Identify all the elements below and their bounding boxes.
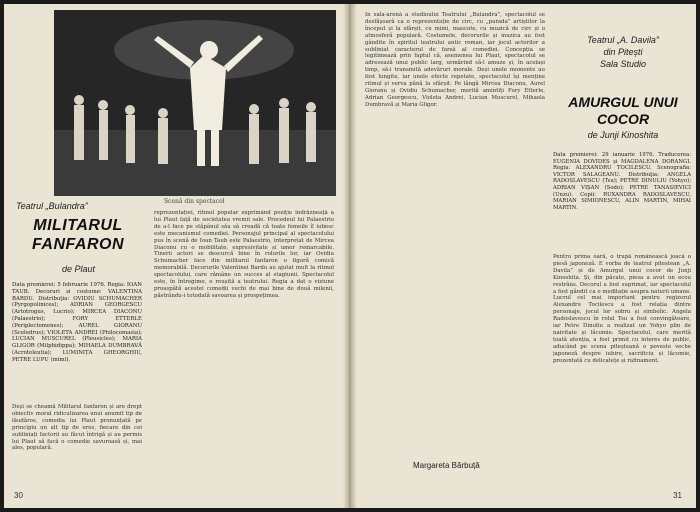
author-signature: Margareta Bărbuță [413,461,480,470]
cast-credits: Data premierei: 5 februarie 1976. Regia: IOAN TAUB. Decoruri și costume: VALENTINA BARDU. Distribuţia: OVIDIU SCHUMACHER (Pyrgopolinices); ADRIAN GEORGESCU (Artotrogus, Lucrio); MIRCEA DIACONU (Palaestrio); FORY ETTERLE (Periplectomenes); AUREL GIORANU (Sceledrus); VIOLETA ANDREI (Philocomasia); LUCIAN MUSCUREL (Pleusicles); MARIA GLIGOR (Milphidippa); MIHAELA DUMBRAVĂ (Acroteleutia); LUMINIȚA GHEORGHIU, PETRE LUPU (mimi). [12,282,142,363]
theatre-line: din Pitești [603,47,643,57]
intro-column: Deși se cheamă Militarul fanfaron și are drept obiectiv moral ridiculizarea unui anumit tip de lăudăros, comedia lui Plaut pronunțată pe principiu un alt tip de eros, fiecare din cei subliniați factorii au făcut întrigă și au permis lui Plaut să facă o comedie savuroasă și, mai ales, populară. [12,404,142,452]
cast-credits: Data premierei: 29 ianuarie 1976. Traducerea: EUGENIA DOVIDES și MAGDALENA DORANGI. Regia: ALEXANDRU TOCILESCU. Scenografia: VICTOR SALAGEANU. Distribuţia: ANGELA RADOSLAVESCU (Tsu); PETRE DINULIU (Yohyo); ADRIAN VIȘAN (Sodo); PETRE TANASIEVICI (Unzu). Copii: RUXANDRA RADOSLAVESCU, MARIAN SIMIONESCU, ALIN MARTIN, MIHAI MARTIN. [553,152,691,211]
stage-photo [54,10,336,196]
theatre-name: Teatrul „Bulandra” [16,201,88,211]
stage-scene-image [54,10,336,196]
theatre-line: Sala Studio [599,59,647,69]
page-number: 31 [673,491,682,500]
book-gutter [343,4,357,508]
right-page [357,4,696,508]
theatre-line: Teatrul „A. Davila” [587,35,659,45]
review-column-left: În sala-arenă a studioului Teatrului „Bulandra”, spectacolul se desfășoară ca o reprezentație de circ, cu „parada” artiștilor la început și la sfârșit, cu mimi, mascote, cu muzică de circ și o atmosferă populară. Costumele, decorurile și muzica au fost gândite în spiritul teatrului antic roman, iar jocul actorilor a subliniat caracterul de farsă al comediei. Concepția se legitimează prin faptul că, asemenea lui Plaut, spectacolul se adresează unui public larg, urmărind să-l amuze și, în același timp, să-i transmită adevăruri morale. Deși unele momente au fost lungite, iar unele efecte repetate, spectacolul își menține ritmul și verva până la sfârșit. Pe lângă Mircea Diaconu, Aurel Gioranu și Ovidiu Schumacher, merită amintiți Fory Etterle, Adrian Georgescu, Violeta Andrei, Lucian Muscurel, Mihaela Dumbravă și Maria Gligor. [365,12,545,108]
review-column-right: Pentru prima oară, o trupă românească joacă o piesă japoneză. E vorba de teatrul piteștean „A. Davila” și de Amurgul unui cocor de Junji Kinoshita. Și, din păcate, piesa a avut un ecou restrâns. Decorul a fost suprimat, iar spectacolul a fost gândit ca o meditație asupra naturii umane. Lucrul cel mai important pentru regizorul Alexandru Tocilescu a fost relația dintre personaje, jocul lor sobru și simbolic. Angela Radoslavescu în rolul Tsu a fost convingătoare, iar Petre Dinuliu a realizat un Yohyo plin de naivitate și lăcomie. Spectacolul, care merită toată atenția, a fost primit cu interes de public, aducând pe scena piteșteană o poveste veche japoneză despre iubire, sacrificiu și lăcomie, prezentată cu delicatețe și rafinament. [553,254,691,364]
play-author: de Junji Kinoshita [587,130,659,140]
photo-caption: Scenă din spectacol [164,198,225,205]
theatre-block [558,34,688,70]
play-title: MILITARUL FANFARON [32,217,124,253]
review-column: reprezentației, ritmul popular exprimând poziție îndrăzneață a lui Plaut față de societatea vremii sale. Procedeul lui Palaestrio de a-l face pe stăpânul său să creadă că toate femeile îl iubesc este mecanismul comediei. Personajul principal al spectacolului pus în scenă de Ioan Taub este Palaestrio, interpretat de Mircea Diaconu cu o mobilitate, expresivitate și umor remarcabile. Tinerii actori se descurcă bine în rolurile lor, iar Ovidiu Schumacher face din militarul fanfaron o figură comică memorabilă. Decorurile Valentinei Bardu au ajutat mult la ritmul spectacolului, care rămâne un succes al stagiunii. Spectacolul este, în întregime, o reușită a teatrului. Regia a dat o viziune proaspătă acestei comedii vechi de mai bine de două milenii, păstrându-i totodată savoarea și prospețimea. [154,210,334,299]
play-author: de Plaut [62,264,96,274]
play-title: AMURGUL UNUI COCOR [568,94,678,127]
page-number: 30 [14,491,23,500]
left-page [4,4,343,508]
